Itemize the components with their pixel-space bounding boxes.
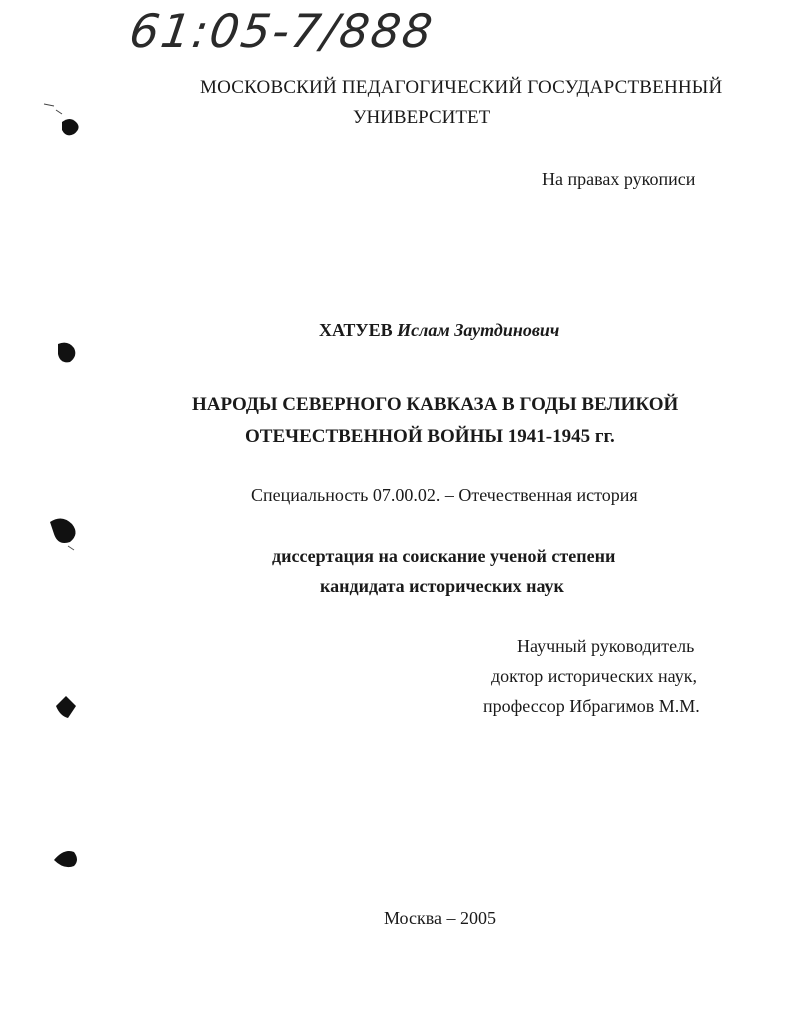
author-name [319,320,559,341]
city-year: Москва – 2005 [384,908,496,928]
punch-hole-mark-3 [42,512,86,552]
author-surname: ХАТУЕВ [319,320,393,340]
dissertation-degree-line2: кандидата исторических наук [320,576,564,596]
thesis-title-line2: ОТЕЧЕСТВЕННОЙ ВОЙНЫ 1941-1945 гг. [245,426,615,447]
manuscript-rights-note: На правах рукописи [542,169,696,189]
advisor-degree: доктор исторических наук, [491,666,697,686]
author-given-names: Ислам Заутдинович [397,320,560,340]
thesis-title-line1: НАРОДЫ СЕВЕРНОГО КАВКАЗА В ГОДЫ ВЕЛИКОЙ [192,394,679,415]
punch-hole-mark-5 [48,842,84,876]
advisor-role: Научный руководитель [517,636,695,656]
specialty-line: Специальность 07.00.02. – Отечественная история [251,485,638,505]
punch-hole-mark-4 [48,692,84,726]
dissertation-degree-line1: диссертация на соискание ученой степени [272,546,616,566]
university-name-line1: МОСКОВСКИЙ ПЕДАГОГИЧЕСКИЙ ГОСУДАРСТВЕННЫЙ [200,77,723,98]
university-name-line2: УНИВЕРСИТЕТ [353,107,491,128]
punch-hole-mark-2 [48,336,84,370]
handwritten-catalog-number: 61:05-7/888 [126,4,438,58]
advisor-name: профессор Ибрагимов М.М. [483,696,700,716]
punch-hole-mark-1 [42,100,86,144]
